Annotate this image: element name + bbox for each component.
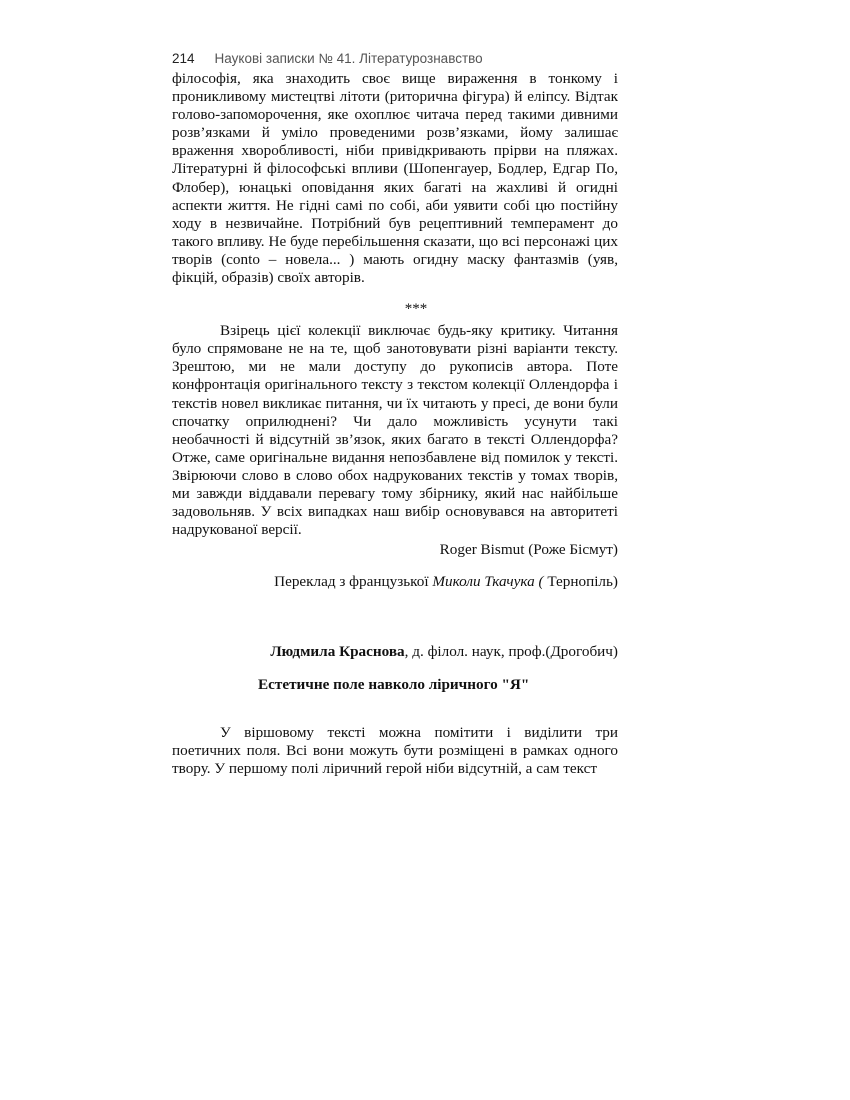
- translation-suffix: Тернопіль): [543, 573, 618, 591]
- body-paragraph: Взірець цієї колекції виключає будь-яку критику. Читання було спрямоване не на те, щоб занотовувати різні варіанти тексту. Зрештою, ми не мали доступу до рукописів автора. Поте конфронтація оригінального тексту з текстом колекції Оллендорфа і текстів новел викликає питання, чи їх читають у пресі, де вони були спочатку оприлюднені? Чи дало можливість усунути такі необачності й відсутній зв’язок, яких багато в тексті Оллендорфа? Отже, саме оригінальне видання непозбавлене від помилок у тексті. Звірюючи слово в слово обох надрукованих текстів у томах творів, ми завжди віддавали перевагу тому збірнику, який нас найбільше задовольняв. У всіх випадках наш вибір основувався на авторитеті надрукованої версії.: [172, 322, 618, 539]
- page-number: 214: [172, 51, 195, 66]
- section-separator: ***: [404, 301, 428, 318]
- running-header: [172, 50, 618, 70]
- translation-prefix: Переклад з французької: [274, 573, 433, 591]
- author-signature: Roger Bismut (Роже Бісмут): [439, 541, 618, 559]
- article-first-paragraph: У віршовому тексті можна помітити і виділити три поетичних поля. Всі вони можуть бути розміщені в рамках одного твору. У першому полі ліричний герой ніби відсутній, а сам текст: [172, 724, 618, 778]
- journal-page: [172, 50, 618, 779]
- article-title: Естетичне поле навколо ліричного "Я": [258, 676, 530, 694]
- article-byline: [172, 643, 618, 661]
- body-paragraph: філософія, яка знаходить своє вище вираження в тонкому і проникливому мистецтві літоти (риторична фігура) й еліпсу. Відтак голово-запоморочення, яке охоплює читача перед такими дивними розв’язками й уміло проведеними розв’язками, йому залишає враження хворобливості, ніби привідкривають прірви на пляжах. Літературні й філософські впливи (Шопенгауер, Бодлер, Едгар По, Флобер), юнацькі оповідання яких багаті на жахливі й огидні аспекти життя. Не гідні самі по собі, аби уявити собі цю постійну ходу в незвичайне. Потрібний був рецептивний темперамент до такого впливу. Не буде перебільшення сказати, що всі персонажі цих творів (conto – новела... ) мають огидну маску фантазмів (уяв, фікцій, образів) своїх авторів.: [172, 70, 618, 287]
- journal-title: Наукові записки № 41. Літературознавство: [214, 51, 483, 66]
- translation-credit: [172, 573, 618, 591]
- author-affiliation: , д. філол. наук, проф.(Дрогобич): [404, 643, 618, 661]
- article-author: Людмила Краснова: [270, 643, 405, 661]
- translator-name: Миколи Ткачука (: [432, 573, 544, 591]
